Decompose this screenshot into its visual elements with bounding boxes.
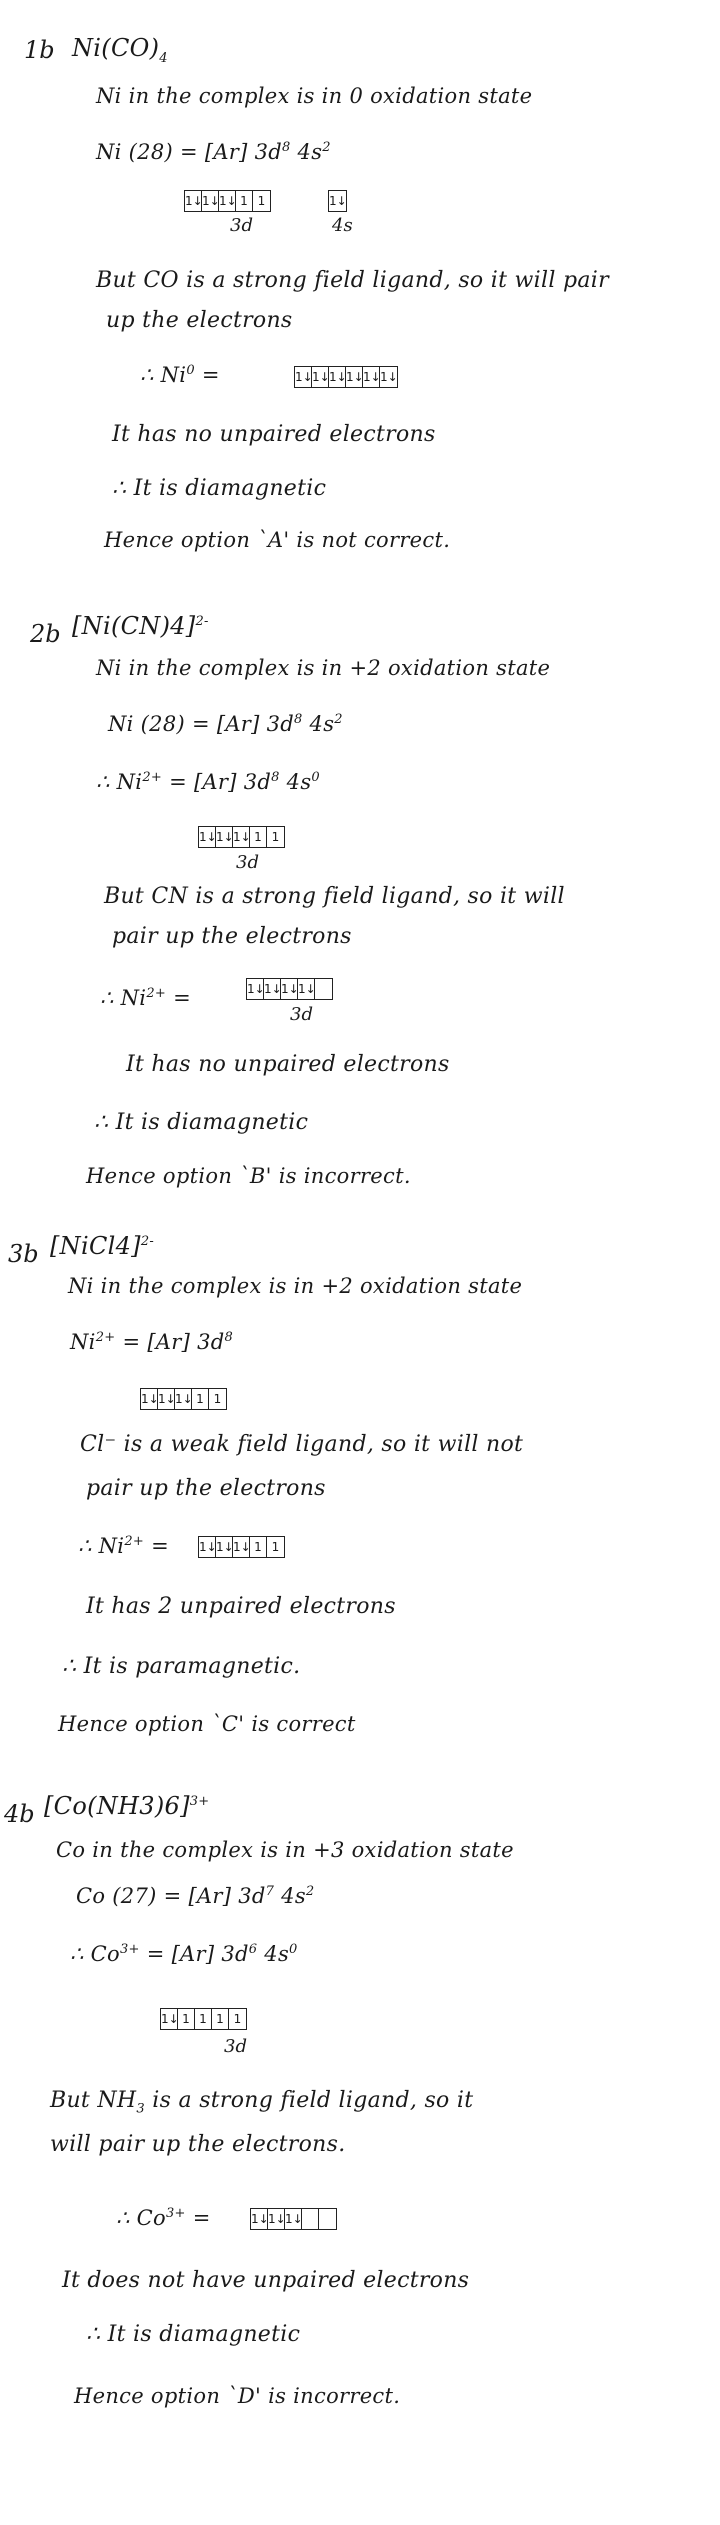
result-config-4: ∴ $Co^{3+}$ = bbox=[116, 2206, 211, 2230]
orbital-box: 1↓ bbox=[161, 2009, 178, 2029]
orbital-box: 1↓ bbox=[202, 191, 219, 211]
ligand-line-2: But CN is a strong field ligand, so it will bbox=[104, 884, 565, 909]
ligand-line-4: But $NH_3$ is a strong field ligand, so it bbox=[50, 2088, 474, 2117]
complex-title-4: $[Co(NH3)6]^{3+}$ bbox=[44, 1792, 210, 1820]
unpaired-line-2: It has no unpaired electrons bbox=[126, 1052, 450, 1077]
orbital-box: 1↓ bbox=[295, 367, 312, 387]
config-line-4: Co (27) = [Ar] $3d^7$ $4s^2$ bbox=[76, 1884, 315, 1908]
ligand-line-2b: pair up the electrons bbox=[112, 924, 352, 949]
orbital-box: 1 bbox=[257, 194, 266, 208]
orbital-box: 1↓ bbox=[219, 191, 236, 211]
orbital-box: 1↓ bbox=[233, 1537, 250, 1557]
orbital-box: 1↓ bbox=[199, 827, 216, 847]
magnetic-line-3: ∴ It is paramagnetic. bbox=[62, 1654, 301, 1679]
orbital-boxes-paired-4 bbox=[250, 2208, 337, 2230]
orbital-box: 1 bbox=[271, 1540, 280, 1554]
ion-config-2: ∴ $Ni^{2+} = [Ar]$ $3d^8$ $4s^0$ bbox=[96, 770, 320, 794]
magnetic-line-2: ∴ It is diamagnetic bbox=[94, 1110, 309, 1135]
question-number-3: 3b bbox=[8, 1240, 39, 1268]
orbital-box: 1 bbox=[212, 2009, 229, 2029]
orbital-box bbox=[315, 979, 332, 999]
orbital-box: 1↓ bbox=[298, 979, 315, 999]
orbital-box: 1 bbox=[178, 2009, 195, 2029]
orbital-box: 1↓ bbox=[216, 1537, 233, 1557]
label-3d-2b: 3d bbox=[290, 1004, 313, 1025]
conclusion-line-3: Hence option `C' is correct bbox=[58, 1712, 356, 1736]
conclusion-line-4: Hence option `D' is incorrect. bbox=[74, 2384, 401, 2408]
orbital-box: 1 bbox=[192, 1389, 209, 1409]
label-3d: 3d bbox=[230, 215, 253, 236]
question-number-2: 2b bbox=[30, 620, 61, 648]
orbital-box: 1↓ bbox=[141, 1389, 158, 1409]
complex-title-3: [NiCl4]$^{2-}$ bbox=[50, 1232, 155, 1260]
magnetic-line-1: ∴ It is diamagnetic bbox=[112, 476, 327, 501]
oxidation-state-line-1: Ni in the complex is in 0 oxidation state bbox=[96, 84, 533, 108]
orbital-boxes-4s bbox=[328, 190, 347, 212]
complex-title-1: $Ni(CO)_4$ bbox=[72, 34, 168, 66]
label-3d-2: 3d bbox=[236, 852, 259, 873]
orbital-box: 1 bbox=[250, 827, 267, 847]
result-config-1: ∴ $Ni^0$ = bbox=[140, 363, 220, 387]
orbital-box: 1 bbox=[271, 830, 280, 844]
orbital-box: 1↓ bbox=[175, 1389, 192, 1409]
orbital-boxes-result-3 bbox=[198, 1536, 285, 1558]
orbital-box: 1↓ bbox=[247, 979, 264, 999]
orbital-box: 1↓ bbox=[285, 2209, 302, 2229]
ligand-line-1b: up the electrons bbox=[106, 308, 293, 333]
question-number-1: 1b bbox=[24, 36, 55, 64]
orbital-box: 1↓ bbox=[329, 194, 347, 208]
magnetic-line-4: ∴ It is diamagnetic bbox=[86, 2322, 301, 2347]
orbital-boxes-3d-4 bbox=[160, 2008, 247, 2030]
oxidation-state-line-4: Co in the complex is in +3 oxidation state bbox=[56, 1838, 514, 1862]
conclusion-line-2: Hence option `B' is incorrect. bbox=[86, 1164, 411, 1188]
orbital-boxes-3d bbox=[184, 190, 271, 212]
orbital-box: 1↓ bbox=[251, 2209, 268, 2229]
orbital-box: 1↓ bbox=[185, 191, 202, 211]
orbital-box: 1↓ bbox=[199, 1537, 216, 1557]
orbital-box: 1↓ bbox=[312, 367, 329, 387]
ion-config-4: ∴ $Co^{3+} = [Ar]$ $3d^6$ $4s^0$ bbox=[70, 1942, 298, 1966]
orbital-box: 1↓ bbox=[216, 827, 233, 847]
result-config-2: ∴ $Ni^{2+}$ = bbox=[100, 986, 191, 1010]
orbital-box bbox=[319, 2209, 336, 2229]
ligand-line-3b: pair up the electrons bbox=[86, 1476, 326, 1501]
orbital-box: 1 bbox=[195, 2009, 212, 2029]
orbital-boxes-3d-3 bbox=[140, 1388, 227, 1410]
orbital-box: 1↓ bbox=[363, 367, 380, 387]
orbital-boxes-3d-2 bbox=[198, 826, 285, 848]
config-line-2: Ni (28) = [Ar] $3d^8$ $4s^2$ bbox=[108, 712, 343, 736]
question-number-4: 4b bbox=[4, 1800, 35, 1828]
orbital-boxes-paired-2 bbox=[246, 978, 333, 1000]
ligand-line-1: But CO is a strong field ligand, so it will pair bbox=[96, 268, 609, 293]
orbital-box: 1 bbox=[233, 2012, 242, 2026]
orbital-box: 1↓ bbox=[380, 370, 398, 384]
ligand-line-4b: will pair up the electrons. bbox=[50, 2132, 346, 2157]
orbital-box: 1↓ bbox=[158, 1389, 175, 1409]
oxidation-state-line-2: Ni in the complex is in +2 oxidation state bbox=[96, 656, 551, 680]
complex-title-2: $[Ni(CN)4]^{2-}$ bbox=[72, 612, 209, 640]
orbital-box: 1↓ bbox=[264, 979, 281, 999]
oxidation-state-line-3: Ni in the complex is in +2 oxidation state bbox=[68, 1274, 523, 1298]
result-config-3: ∴ $Ni^{2+}$ = bbox=[78, 1534, 169, 1558]
config-line-3: $Ni^{2+} = [Ar]$ $3d^8$ bbox=[70, 1330, 234, 1354]
orbital-box: 1↓ bbox=[268, 2209, 285, 2229]
conclusion-line-1: Hence option `A' is not correct. bbox=[104, 528, 451, 552]
orbital-box: 1 bbox=[236, 191, 253, 211]
orbital-box: 1 bbox=[250, 1537, 267, 1557]
orbital-box: 1↓ bbox=[233, 827, 250, 847]
orbital-box: 1↓ bbox=[281, 979, 298, 999]
label-4s: 4s bbox=[332, 215, 353, 236]
config-line-1: Ni (28) = [Ar] $3d^8$ $4s^2$ bbox=[96, 140, 331, 164]
unpaired-line-1: It has no unpaired electrons bbox=[112, 422, 436, 447]
orbital-boxes-paired bbox=[294, 366, 398, 388]
label-3d-4: 3d bbox=[224, 2036, 247, 2057]
orbital-box bbox=[302, 2209, 319, 2229]
orbital-box: 1 bbox=[213, 1392, 222, 1406]
unpaired-line-3: It has 2 unpaired electrons bbox=[86, 1594, 396, 1619]
unpaired-line-4: It does not have unpaired electrons bbox=[62, 2268, 470, 2293]
ligand-line-3: Cl⁻ is a weak field ligand, so it will not bbox=[80, 1432, 524, 1457]
orbital-box: 1↓ bbox=[346, 367, 363, 387]
orbital-box: 1↓ bbox=[329, 367, 346, 387]
